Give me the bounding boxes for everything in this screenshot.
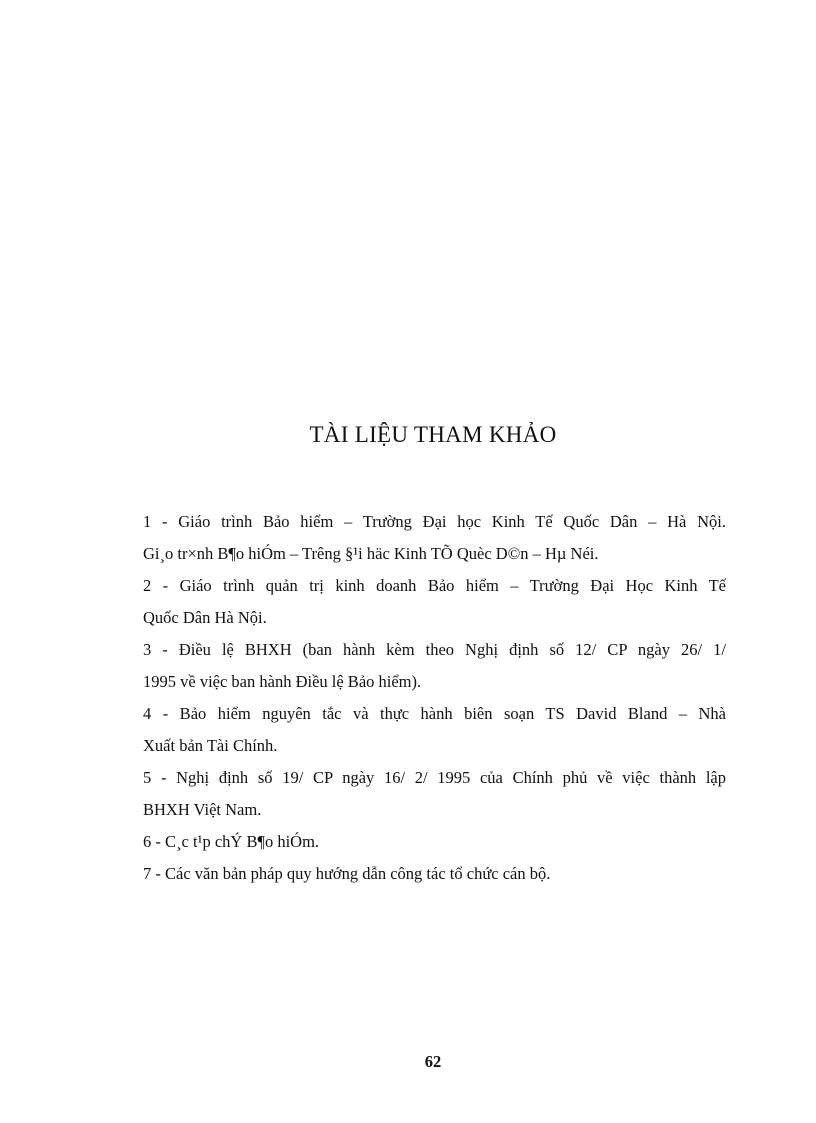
reference-line: 1 - Giáo trình Bảo hiểm – Trường Đại học Kinh Tế Quốc Dân – Hà Nội. [143,512,726,531]
reference-line: 7 - Các văn bản pháp quy hướng dẫn công tác tổ chức cán bộ. [143,864,551,883]
reference-line: 2 - Giáo trình quản trị kinh doanh Bảo hiểm – Trường Đại Học Kinh Tế [143,576,726,595]
reference-line: Xuất bản Tài Chính. [143,736,278,755]
reference-line: 6 - C¸c t¹p chÝ B¶o hiÓm. [143,832,320,851]
reference-item [143,698,726,762]
reference-line: 1995 về việc ban hành Điều lệ Bảo hiểm). [143,672,422,691]
reference-item [143,762,726,826]
reference-line: BHXH Việt Nam. [143,800,262,819]
page-number: 62 [424,1052,442,1071]
page-title: TÀI LIỆU THAM KHẢO [309,422,557,447]
reference-line: 3 - Điều lệ BHXH (ban hành kèm theo Nghị định số 12/ CP ngày 26/ 1/ [143,640,726,659]
reference-item [143,858,726,890]
reference-item [143,570,726,634]
reference-line: 4 - Bảo hiểm nguyên tắc và thực hành biên soạn TS David Bland – Nhà [143,704,726,723]
reference-line: Gi¸o tr×nh B¶o hiÓm – Trêng §¹i häc Kinh TÕ Quèc D©n – Hµ Néi. [143,544,599,563]
reference-line: 5 - Nghị định số 19/ CP ngày 16/ 2/ 1995 của Chính phủ về việc thành lập [143,768,726,787]
reference-item [143,826,726,858]
reference-line: Quốc Dân Hà Nội. [143,608,267,627]
reference-item [143,634,726,698]
reference-list [143,506,726,890]
reference-item [143,506,726,570]
